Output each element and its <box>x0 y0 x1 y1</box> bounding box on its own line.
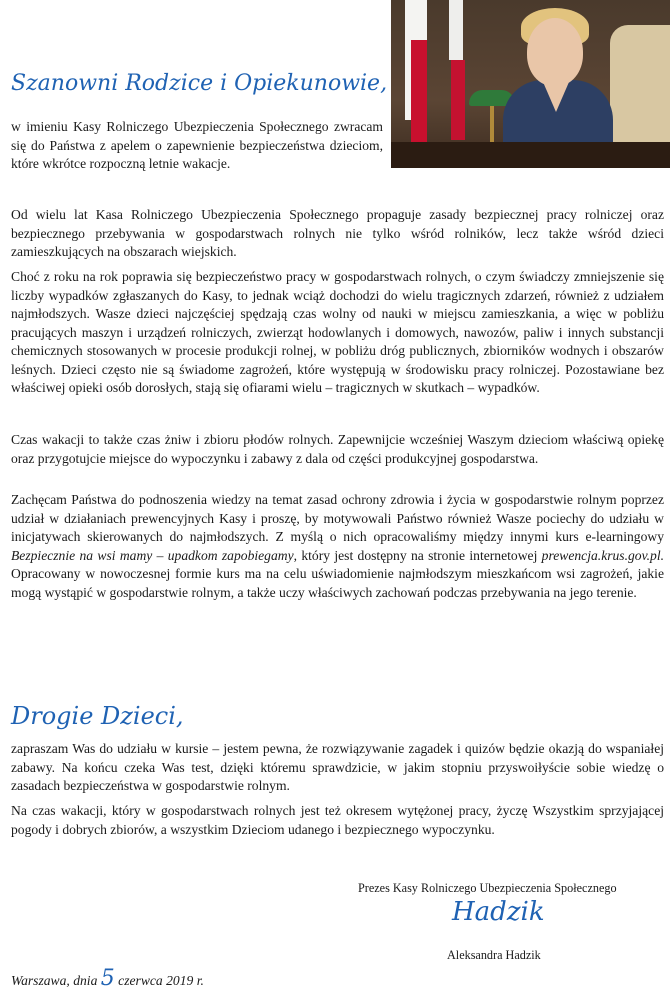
president-photo <box>391 0 670 168</box>
greeting-children: Drogie Dzieci, <box>11 702 184 730</box>
paragraph-4-part3: Opracowany w nowoczesnej formie kurs ma na celu uświadomienie najmłodszym mieszkańcom wsi zagrożeń, jakie mogą wystąpić w gospodarstwie rolnym, a także uczy właściwych zachowań podczas przebywania na jego terenie. <box>11 566 664 600</box>
course-title: Bezpiecznie na wsi mamy – upadkom zapobiegamy <box>11 547 294 563</box>
website-link[interactable]: prewencja.krus.gov.pl. <box>541 547 664 563</box>
greeting-parents: Szanowni Rodzice i Opiekunowie, <box>11 71 388 96</box>
paragraph-2: Choć z roku na rok poprawia się bezpieczeństwo pracy w gospodarstwach rolnych, o czym świadczy zmniejszenie się liczby wypadków zgłaszanych do Kasy, to jednak wciąż dochodzi do wielu tragicznych zdarzeń, również z udziałem najmłodszych. Wasze dzieci najczęściej spędzają czas wolny od nauki w miejscu zamieszkania, a więc w pobliżu pracujących maszyn i urządzeń rolniczych, zwierząt hodowlanych i domowych, nawozów, paliw i innych substancji chemicznych stosowanych w procesie produkcji rolnej, w pobliżu dróg publicznych, zbiorników wodnych i obszarów leśnych. Dzieci często nie są świadome zagrożeń, które występują w środowisku pracy rolniczej. Pozostawiane bez właściwej opieki osób dorosłych, stają się ofiarami wielu – tragicznych w skutkach – wypadków. <box>11 269 664 395</box>
paragraph-4-part2: , który jest dostępny na stronie internetowej <box>293 547 542 563</box>
signatory-name: Aleksandra Hadzik <box>447 948 541 962</box>
paragraph-4 <box>11 491 664 602</box>
paragraph-1: Od wielu lat Kasa Rolniczego Ubezpieczenia Społecznego propaguje zasady bezpiecznej pracy rolniczej oraz bezpiecznego przebywania w gospodarstwach rolnych nie tylko wśród rolników, lecz także wśród dzieci zamieszkujących na obszarach wiejskich. <box>11 207 664 259</box>
children-paragraph-1: zapraszam Was do udziału w kursie – jestem pewna, że rozwiązywanie zagadek i quizów będzie okazją do wspaniałej zabawy. Na końcu czeka Was test, dzięki któremu sprawdzicie, w jakim stopniu przyswoiłyście sobie wiedzę o zasadach bezpieczeństwa w gospodarstwie rolnym. <box>11 741 664 793</box>
date-prefix: Warszawa, dnia <box>11 973 101 988</box>
intro-paragraph: w imieniu Kasy Rolniczego Ubezpieczenia Społecznego zwracam się do Państwa z apelem o zapewnienie bezpieczeństwa dzieciom, które wkrótce rozpoczną letnie wakacje. <box>11 119 383 171</box>
date-suffix: czerwca 2019 r. <box>114 973 204 988</box>
handwritten-signature: Hadzik <box>452 897 545 927</box>
date-day: 5 <box>100 966 115 991</box>
date-line <box>11 966 204 991</box>
paragraph-3: Czas wakacji to także czas żniw i zbioru płodów rolnych. Zapewnijcie wcześniej Waszym dzieciom właściwą opiekę oraz przygotujcie miejsce do wypoczynku i zabawy z dala od części produkcyjnej gospodarstwa. <box>11 432 664 466</box>
paragraph-4-part1: Zachęcam Państwa do podnoszenia wiedzy na temat zasad ochrony zdrowia i życia w gospodarstwie rolnym poprzez udział w działaniach prewencyjnych Kasy i proszę, by motywowali Państwo również Wasze pociechy do udziału w inicjatywach skierowanych do najmłodszych. Z myślą o nich opracowaliśmy między innymi kurs e-learningowy <box>11 492 664 544</box>
children-paragraph-2: Na czas wakacji, który w gospodarstwach rolnych jest też okresem wytężonej pracy, życzę Wszystkim sprzyjającej pogody i dobrych zbiorów, a wszystkim Dzieciom udanego i bezpiecznego wypoczynku. <box>11 803 664 837</box>
signatory-position: Prezes Kasy Rolniczego Ubezpieczenia Społecznego <box>358 881 617 895</box>
